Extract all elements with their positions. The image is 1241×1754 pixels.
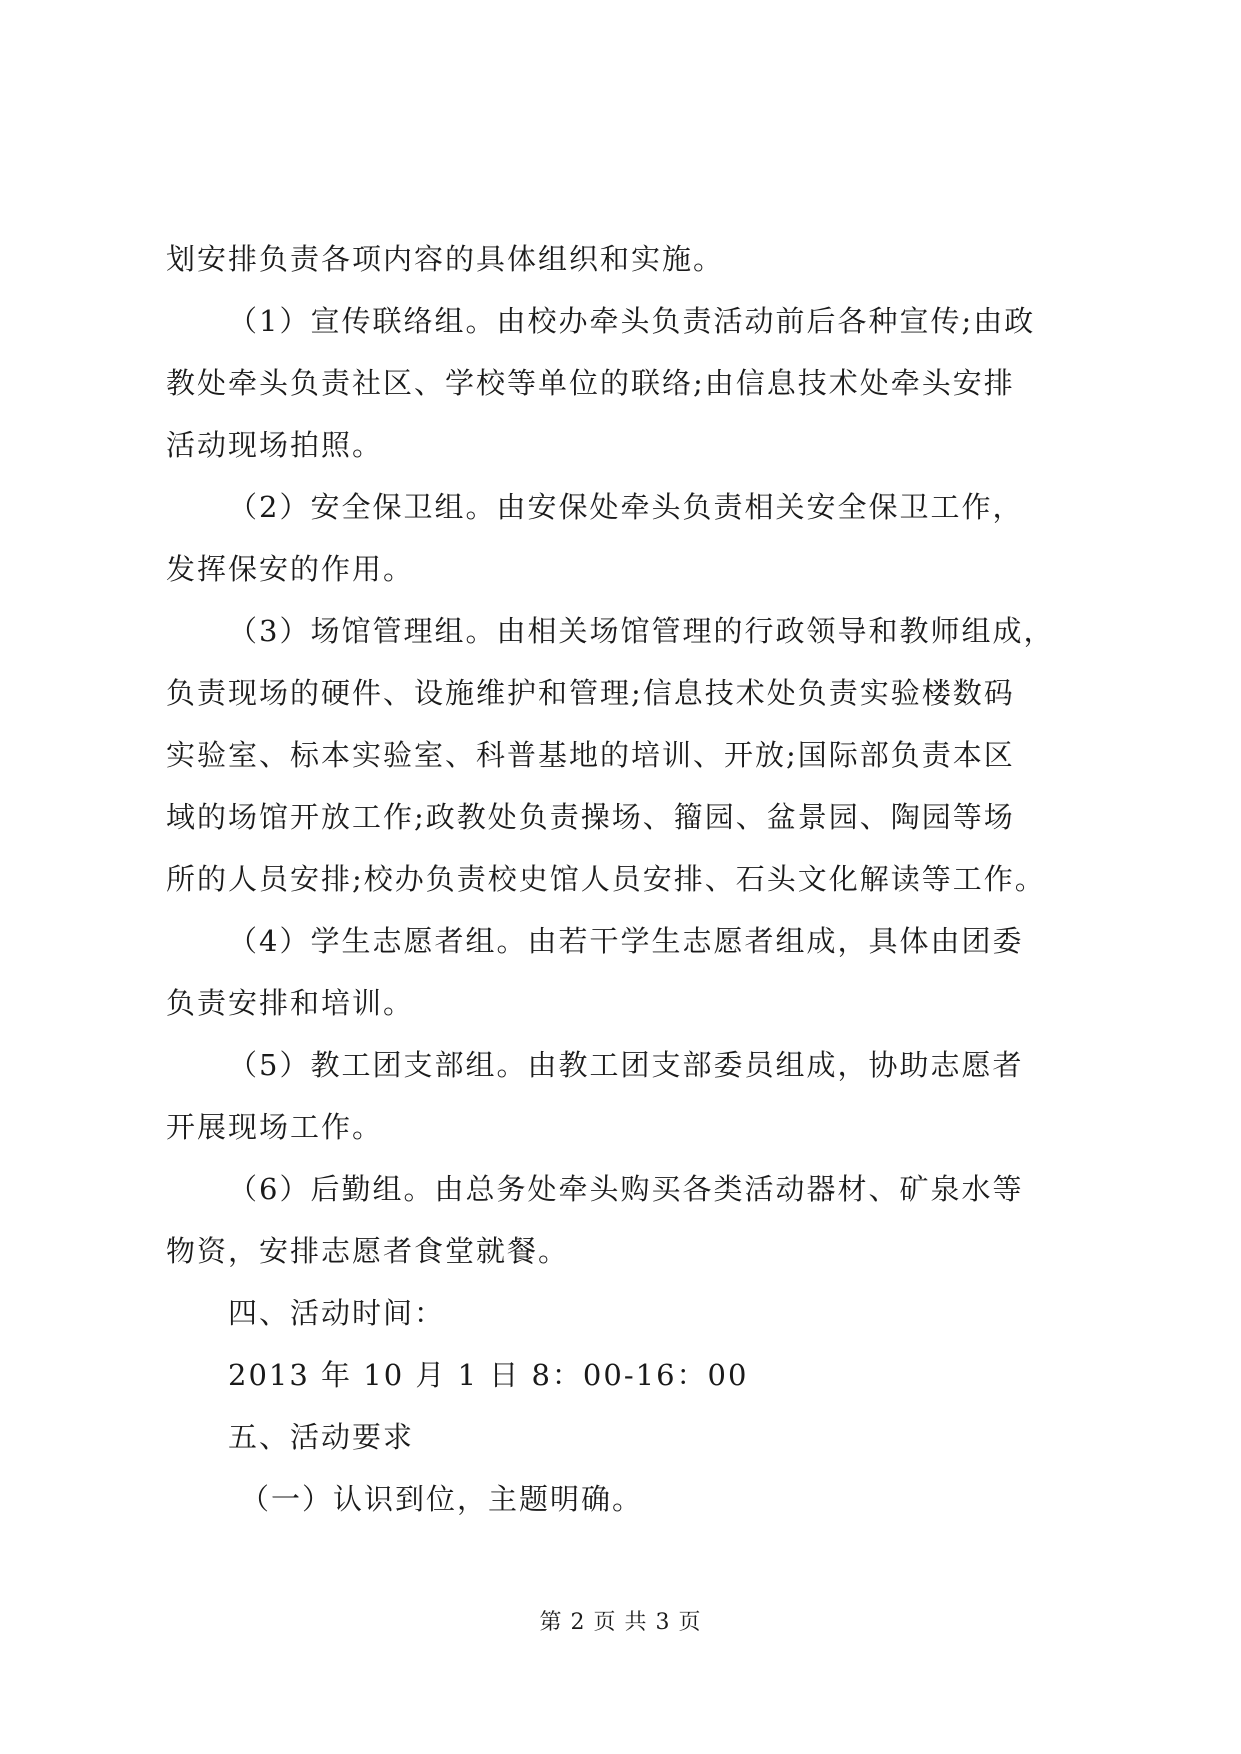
- section-heading-time: 四、活动时间：: [228, 1296, 446, 1330]
- text-line: 物资，安排志愿者食堂就餐。: [166, 1234, 570, 1268]
- text-line: 负责现场的硬件、设施维护和管理;信息技术处负责实验楼数码: [166, 676, 1015, 710]
- page-number-footer: 第 2 页 共 3 页: [539, 1610, 702, 1635]
- text-line: 负责安排和培训。: [166, 986, 415, 1020]
- paragraph-staff-league-group: （5）教工团支部组。由教工团支部委员组成，协助志愿者: [228, 1048, 1024, 1082]
- section-heading-requirements: 五、活动要求: [228, 1420, 415, 1454]
- text-line: 发挥保安的作用。: [166, 552, 415, 586]
- text-line: 实验室、标本实验室、科普基地的培训、开放;国际部负责本区: [166, 738, 1015, 772]
- paragraph-venue-group: （3）场馆管理组。由相关场馆管理的行政领导和教师组成，: [228, 614, 1055, 648]
- paragraph-security-group: （2）安全保卫组。由安保处牵头负责相关安全保卫工作，: [228, 490, 1024, 524]
- text-line: 所的人员安排;校办负责校史馆人员安排、石头文化解读等工作。: [166, 862, 1046, 896]
- text-line: 开展现场工作。: [166, 1110, 384, 1144]
- text-line: 教处牵头负责社区、学校等单位的联络;由信息技术处牵头安排: [166, 366, 1015, 400]
- text-line: 划安排负责各项内容的具体组织和实施。: [166, 242, 725, 276]
- text-line: 域的场馆开放工作;政教处负责操场、籀园、盆景园、陶园等场: [166, 800, 1015, 834]
- text-line: 活动现场拍照。: [166, 428, 384, 462]
- paragraph-volunteer-group: （4）学生志愿者组。由若干学生志愿者组成，具体由团委: [228, 924, 1024, 958]
- paragraph-publicity-group: （1）宣传联络组。由校办牵头负责活动前后各种宣传;由政: [228, 304, 1036, 338]
- requirement-item-1: （一）认识到位，主题明确。: [240, 1482, 644, 1516]
- activity-datetime: 2013 年 10 月 1 日 8：00-16：00: [228, 1358, 749, 1392]
- document-body: [166, 228, 1096, 1530]
- paragraph-logistics-group: （6）后勤组。由总务处牵头购买各类活动器材、矿泉水等: [228, 1172, 1024, 1206]
